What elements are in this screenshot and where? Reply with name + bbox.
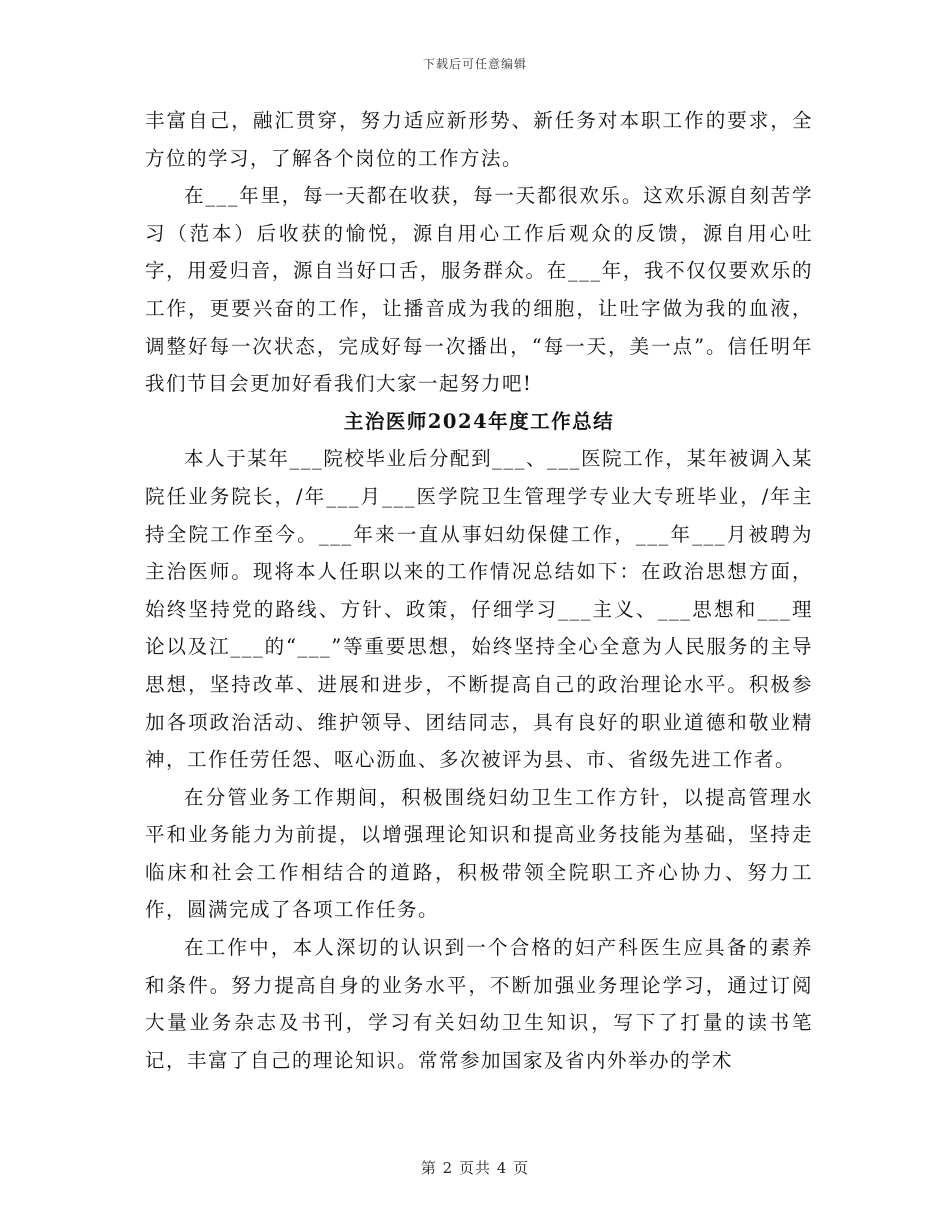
paragraph: 在___年里，每一天都在收获，每一天都很欢乐。这欢乐源自刻苦学习（范本）后收获的愉悦，源自用心工作后观众的反馈，源自用心吐字，用爱归音，源自当好口舌，服务群众。在___年，我不仅仅要欢乐的工作，更要兴奋的工作，让播音成为我的细胞，让吐字做为我的血液，调整好每一次状态，完成好每一次播出，“每一天，美一点”。信任明年我们节目会更加好看我们大家一起努力吧! bbox=[145, 184, 813, 396]
page-footer: 第 2 页共 4 页 bbox=[420, 1159, 530, 1177]
paragraph: 丰富自己，融汇贯穿，努力适应新形势、新任务对本职工作的要求，全方位的学习，了解各个岗位的工作方法。 bbox=[145, 109, 813, 170]
section-title: 主治医师2024年度工作总结 bbox=[343, 409, 615, 433]
page-header: 下载后可任意编辑 bbox=[422, 57, 527, 71]
paragraph: 本人于某年___院校毕业后分配到___、___医院工作，某年被调入某院任业务院长，/年___月___医学院卫生管理学专业大专班毕业，/年主持全院工作至今。___年来一直从事妇幼保健工作，___年___月被聘为主治医师。现将本人任职以来的工作情况总结如下：在政治思想方面，始终坚持党的路线、方针、政策，仔细学习___主义、___思想和___理论以及江___的“___”等重要思想，始终坚持全心全意为人民服务的主导思想，坚持改革、进展和进步，不断提高自己的政治理论水平。积极参加各项政治活动、维护领导、团结同志，具有良好的职业道德和敬业精神，工作任劳任怨、呕心沥血、多次被评为县、市、省级先进工作者。 bbox=[145, 447, 813, 772]
paragraph: 在工作中，本人深切的认识到一个合格的妇产科医生应具备的素养和条件。努力提高自身的业务水平，不断加强业务理论学习，通过订阅大量业务杂志及书刊，学习有关妇幼卫生知识，写下了打量的读书笔记，丰富了自己的理论知识。常常参加国家及省内外举办的学术 bbox=[145, 936, 813, 1072]
paragraph: 在分管业务工作期间，积极围绕妇幼卫生工作方针，以提高管理水平和业务能力为前提，以增强理论知识和提高业务技能为基础，坚持走临床和社会工作相结合的道路，积极带领全院职工齐心协力、努力工作，圆满完成了各项工作任务。 bbox=[145, 785, 813, 922]
document-body bbox=[145, 102, 813, 1079]
